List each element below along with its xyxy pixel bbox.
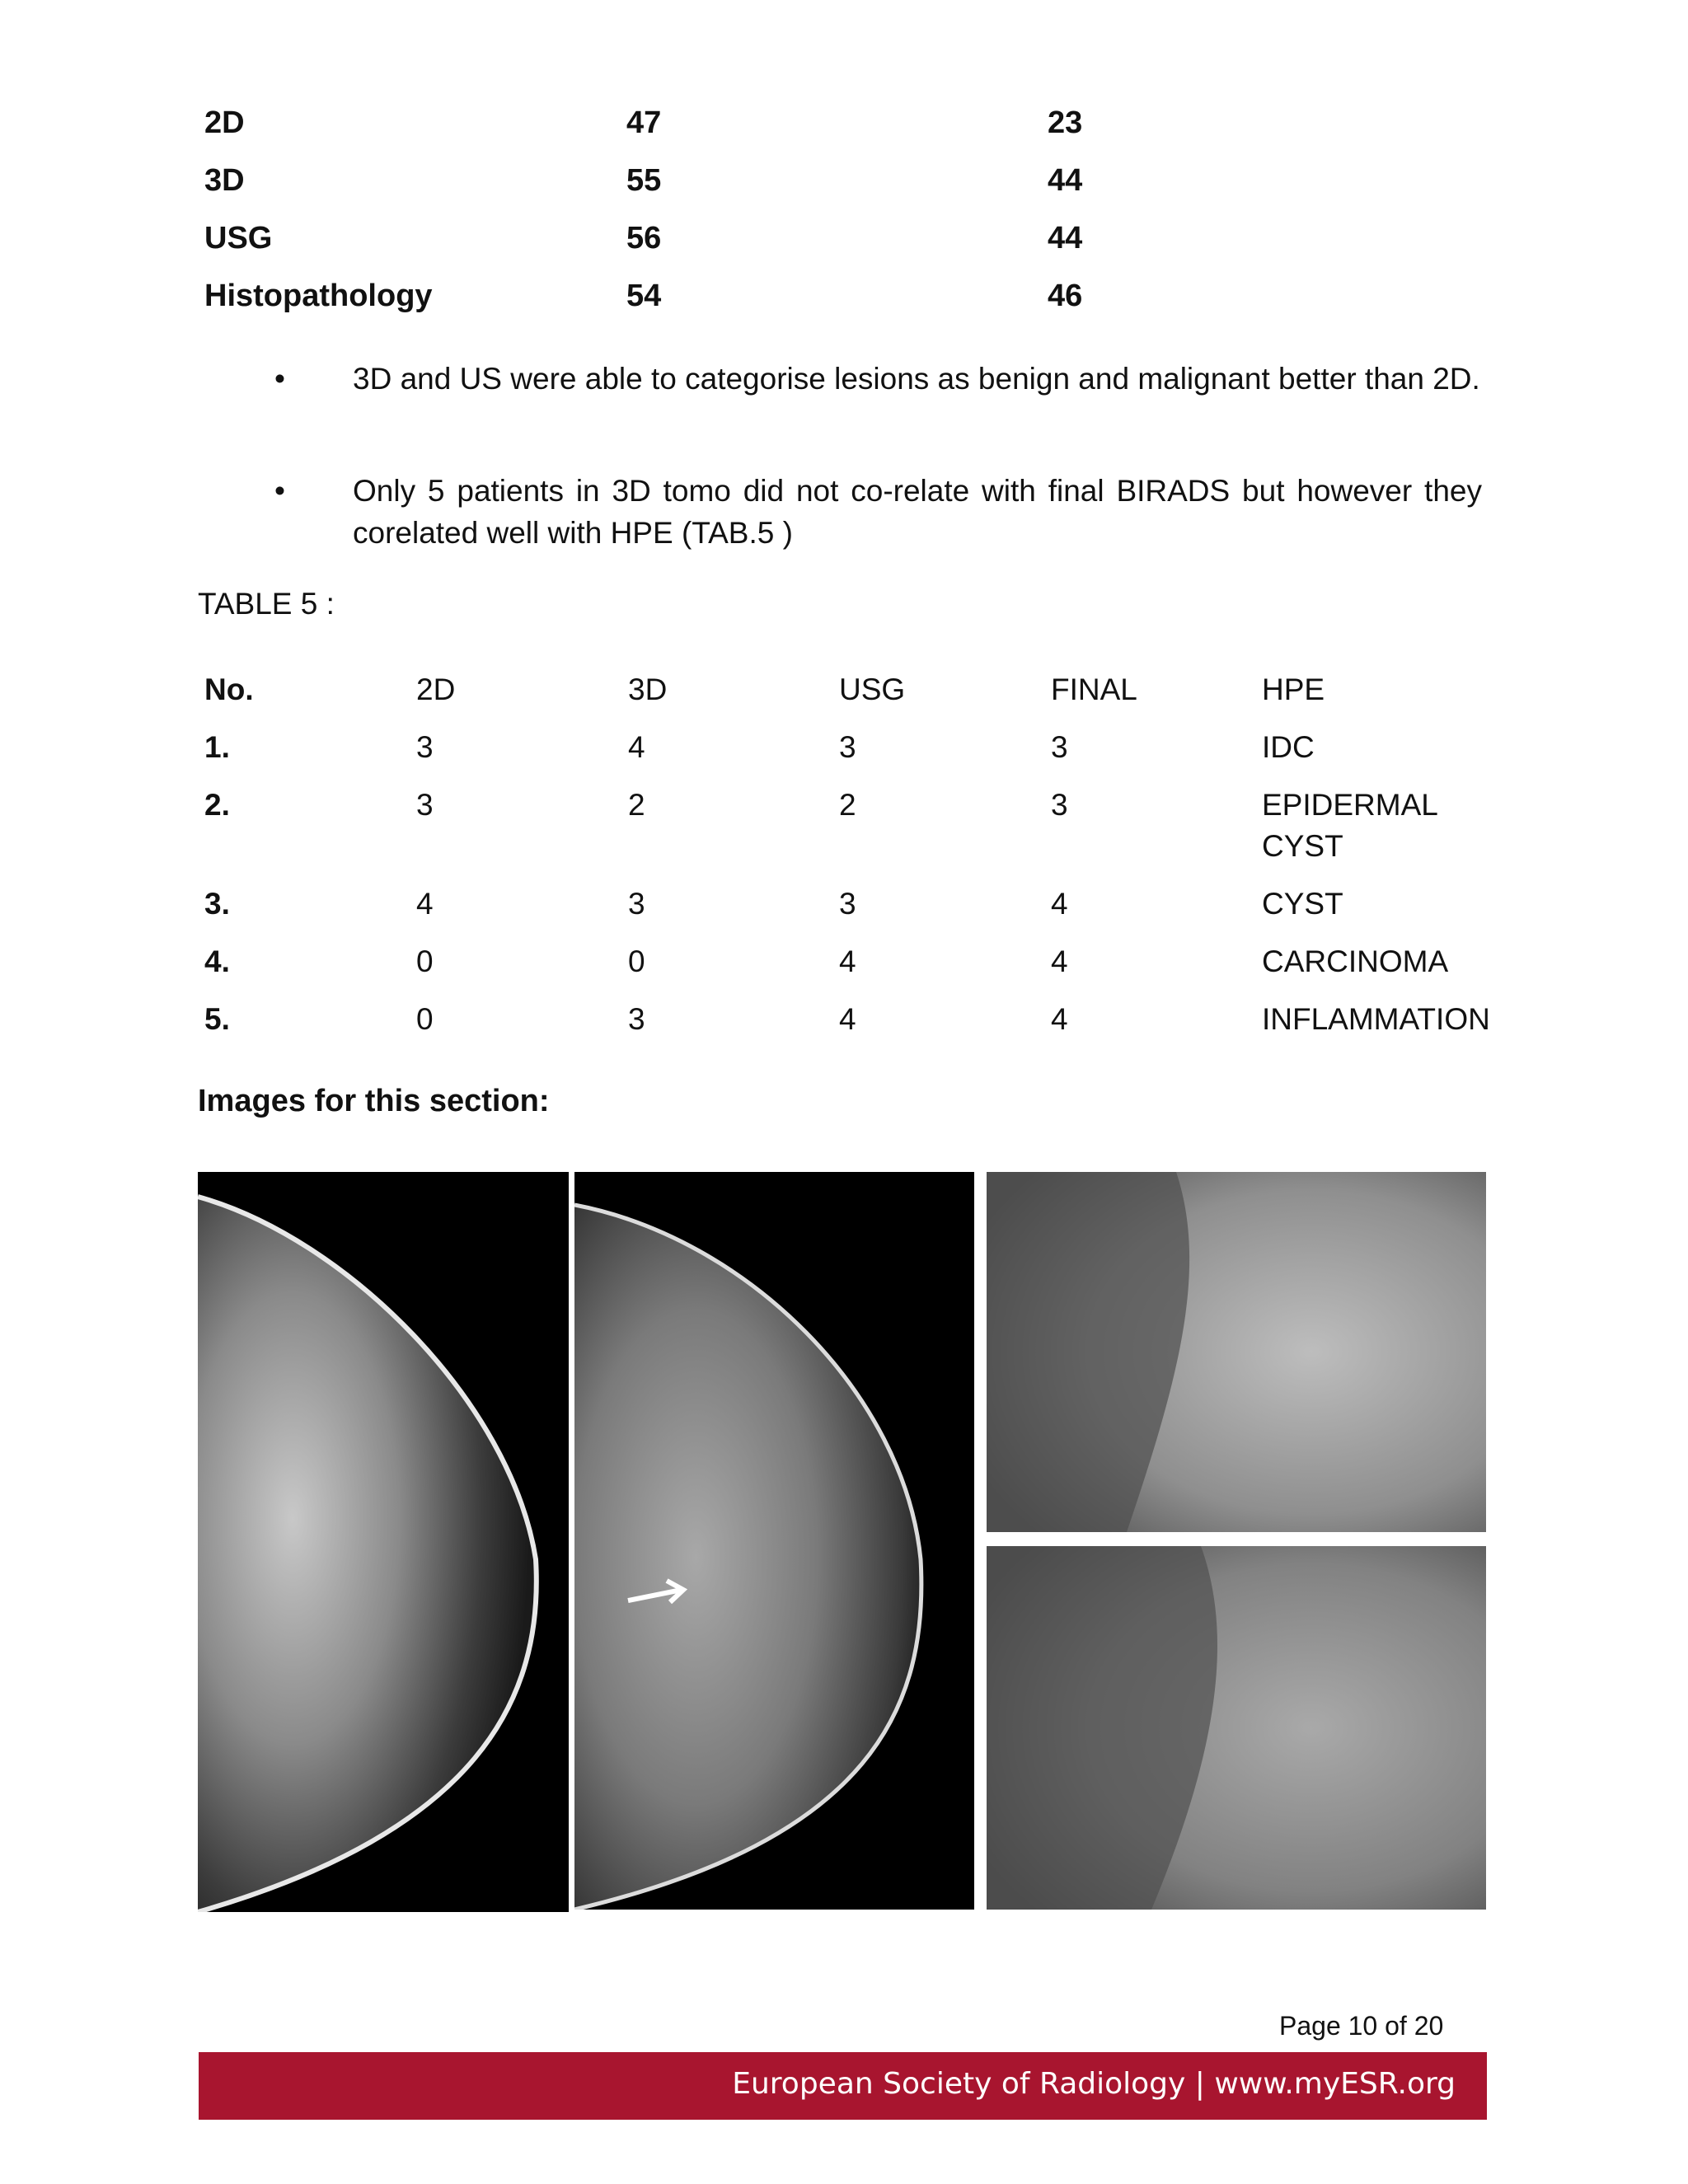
table5-cell: 3	[416, 730, 434, 764]
table5-cell: 4	[839, 944, 856, 978]
table5-cell: 0	[416, 944, 434, 978]
table4-label: 2D	[204, 105, 245, 140]
table4-row	[0, 163, 1688, 221]
bullet-text: 3D and US were able to categorise lesions as benign and malignant better than 2D.	[353, 362, 1480, 396]
table5-cell-no: 5.	[204, 1002, 230, 1036]
table5-header: 2D	[416, 673, 456, 706]
table5-cell: 2	[839, 788, 856, 822]
table5-cell: 4	[416, 887, 434, 921]
table5-cell: 3	[1051, 788, 1068, 822]
table4-value: 44	[1048, 221, 1083, 255]
table5-cell: 3	[628, 1002, 645, 1036]
table4-value: 55	[626, 163, 662, 198]
table4-value: 54	[626, 279, 662, 313]
table5-header: 3D	[628, 673, 668, 706]
table5-header: No.	[204, 673, 254, 706]
bullet-text: Only 5 patients in 3D tomo did not co-relate with final BIRADS but however they corelated well with HPE (TAB.5 )	[353, 474, 1482, 550]
table5-cell: 3	[416, 788, 434, 822]
table4-label: USG	[204, 221, 273, 255]
images-heading: Images for this section:	[198, 1084, 550, 1118]
page-number: Page 10 of 20	[1279, 2011, 1444, 2041]
table5-cell-no: 1.	[204, 730, 230, 764]
table5-caption: TABLE 5 :	[198, 587, 335, 621]
table4-label: 3D	[204, 163, 245, 198]
table4-value: 23	[1048, 105, 1083, 140]
bullet-marker: •	[274, 362, 285, 396]
footer-bar	[199, 2052, 1487, 2120]
table5-cell-no: 2.	[204, 788, 230, 822]
table5-cell: 3	[628, 887, 645, 921]
table5-cell: IDC	[1262, 730, 1315, 764]
mammogram-tomosynthesis-image	[574, 1172, 974, 1910]
table5-cell: 4	[839, 1002, 856, 1036]
table4-row	[0, 279, 1688, 336]
table4-value: 44	[1048, 163, 1083, 198]
table4-value: 47	[626, 105, 662, 140]
table5-cell-no: 4.	[204, 944, 230, 978]
footer-text[interactable]: European Society of Radiology | www.myESR.org	[732, 2067, 1456, 2101]
table5-cell: INFLAMMATION	[1262, 1002, 1490, 1036]
table4-row	[0, 221, 1688, 279]
table5-cell: 3	[839, 887, 856, 921]
table5-header: USG	[839, 673, 906, 706]
table5-header: HPE	[1262, 673, 1325, 706]
table5-cell-no: 3.	[204, 887, 230, 921]
table5-cell: 3	[1051, 730, 1068, 764]
table5-cell: 4	[628, 730, 645, 764]
table5-cell: 3	[839, 730, 856, 764]
table5-cell: EPIDERMAL CYST	[1262, 788, 1437, 863]
table4-value: 46	[1048, 279, 1083, 313]
table5-cell: 4	[1051, 1002, 1068, 1036]
table5-cell: CARCINOMA	[1262, 944, 1449, 978]
table4-row	[0, 105, 1688, 163]
table4-value: 56	[626, 221, 662, 255]
mammogram-2d-image	[198, 1172, 569, 1912]
table5-cell: 4	[1051, 944, 1068, 978]
table5-cell: 0	[628, 944, 645, 978]
table5-cell: 4	[1051, 887, 1068, 921]
table5-cell: 2	[628, 788, 645, 822]
mammogram-magnified-image-bottom	[987, 1546, 1486, 1910]
table5-cell: 0	[416, 1002, 434, 1036]
mammogram-magnified-image-top	[987, 1172, 1486, 1532]
table5-cell: CYST	[1262, 887, 1343, 921]
table4-label: Histopathology	[204, 279, 433, 313]
bullet-marker: •	[274, 474, 285, 508]
table5-header: FINAL	[1051, 673, 1137, 706]
